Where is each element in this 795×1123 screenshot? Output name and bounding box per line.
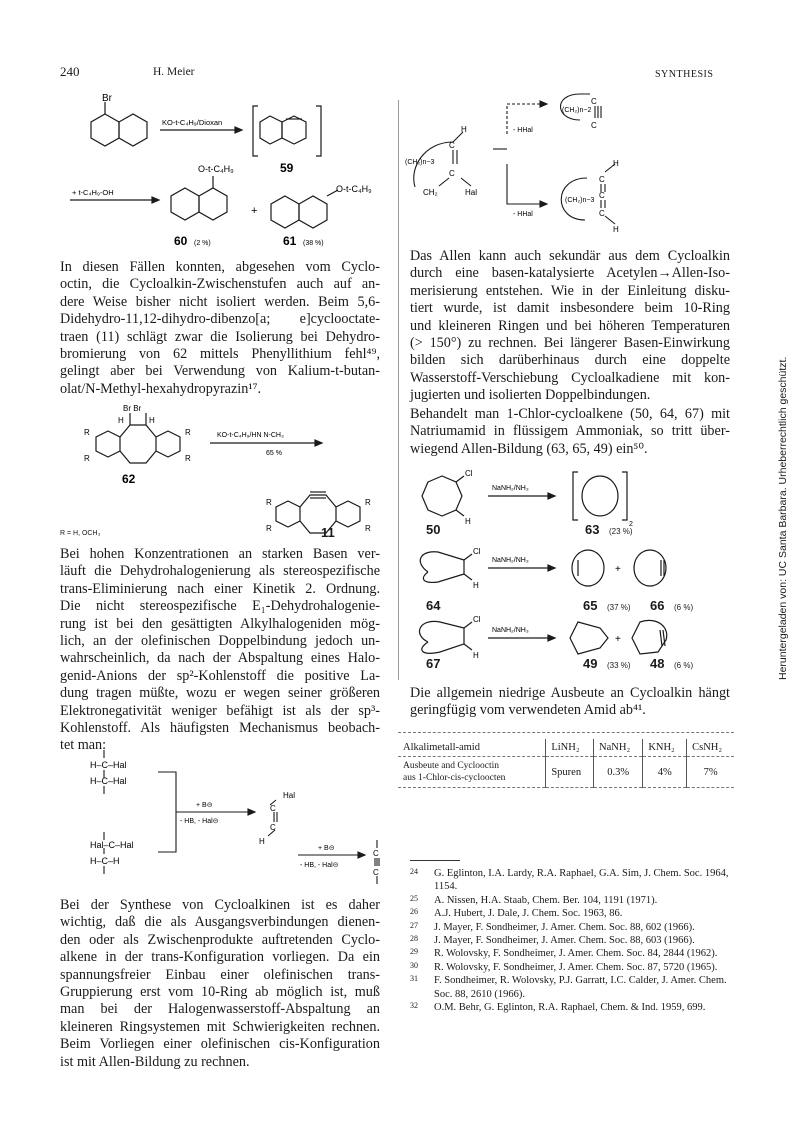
reference-number: 27 <box>410 920 418 930</box>
compound-label: 61 <box>283 234 297 248</box>
r-group: R <box>365 498 371 507</box>
r-definition: R = H, OCH₃ <box>60 530 101 537</box>
compound-label: 48 <box>650 656 665 671</box>
compound-label: 67 <box>426 656 441 671</box>
table-cell: Spuren <box>546 757 594 788</box>
c-atom: C <box>591 121 597 130</box>
text-line: gelingt aber bei Verwendung von Kalium-t-butan- <box>60 363 380 380</box>
text-line: Behandelt man 1-Chlor-cycloalkene (50, 64, 67) mit <box>410 406 730 422</box>
text-line: Elektronegativität weniger befähigt ist als der sp³- <box>60 702 380 719</box>
h-atom: H <box>473 581 479 590</box>
text-line: Kohlenstoff. Als häufigsten Mechanismus beobach- <box>60 720 380 737</box>
br-atom: Br <box>102 93 112 104</box>
r-group: R <box>84 428 90 437</box>
scheme-chlorocycloalkenes <box>408 462 730 672</box>
text-line: olat/N-Methyl-hexahydropyrazin¹⁷. <box>60 380 262 397</box>
h-atom: H <box>613 225 619 234</box>
reference-number: 29 <box>410 947 418 957</box>
compound-label: 49 <box>583 656 598 671</box>
text-line: genid-Anions der sp²-Kohlenstoff die positive La- <box>60 667 380 684</box>
c-atom: C <box>591 97 597 106</box>
reference-number: 28 <box>410 934 418 944</box>
text-line: und kleineren Ringen und bei höheren Temperaturen <box>410 317 730 334</box>
page-number: 240 <box>60 64 80 79</box>
text-line: Beim Vorliegen einer olefinischen cis-Konfiguration <box>60 1036 380 1053</box>
hal-atom: Hal <box>465 188 478 197</box>
formula-fragment: H–C–Hal <box>90 776 127 786</box>
text-line: Bei hohen Konzentrationen an starken Basen ver- <box>60 546 380 562</box>
text-line: wahrscheinlich, da nach der Abspaltung eines Halo- <box>60 650 380 667</box>
text-line: (> 150°) zu rechnen. Bei längerer Basen-Einwirkung <box>410 335 730 352</box>
text-line: dere Weise bisher nicht isoliert werden. Beim 5,6- <box>60 293 380 310</box>
text-line: Wasserstoff-Verschiebung Cycloalkadiene mit kon- <box>410 369 730 386</box>
scheme-cyclic-vinyl-halide <box>405 92 735 234</box>
reagent-label: + t-C₄H₉-OH <box>72 188 114 197</box>
scheme-aryne-addition <box>70 92 400 252</box>
reference-text: G. Eglinton, I.A. Lardy, R.A. Raphael, G.A. Sim, J. Chem. Soc. 1964, 1154. <box>434 868 729 893</box>
compound-label: 65 <box>583 598 598 613</box>
table-header: CsNH₂ <box>687 739 734 757</box>
reference-number: 25 <box>410 893 418 903</box>
r-group: R <box>266 498 272 507</box>
reference-item <box>410 974 730 1001</box>
formula-fragment: Hal–C–Hal <box>90 840 134 850</box>
br-atoms: Br Br <box>123 404 142 413</box>
reagent-label: KO-t-C₄H₉/HN N-CH₃ <box>217 432 284 439</box>
text-line: wichtig, daß die als Ausgangsverbindungen dienen- <box>60 914 380 931</box>
reagent-label: - HB, - Hal⊝ <box>180 818 219 825</box>
reference-text: A.J. Hubert, J. Dale, J. Chem. Soc. 1963, 86. <box>434 908 623 920</box>
text-line: Bei der Synthese von Cycloalkinen ist es daher <box>60 897 380 913</box>
table-header: KNH₂ <box>643 739 687 757</box>
h-atom: H <box>613 159 619 168</box>
c-atom: C <box>449 141 455 150</box>
reagent-label: 65 % <box>266 450 282 457</box>
text-line: Das Allen kann auch sekundär aus dem Cycloalkin <box>410 248 730 264</box>
hal-atom: Hal <box>283 791 296 800</box>
plus-sign: + <box>251 205 258 217</box>
paragraph <box>60 546 380 755</box>
text-line: Gruppierung erst vom 10-Ring ab möglich ist, muß <box>60 984 380 1001</box>
plus-sign: + <box>615 564 621 575</box>
text-line: Die nicht stereospezifische E₁-Dehydrohalogenie- <box>60 598 380 615</box>
c-atom: C <box>599 209 605 218</box>
c-atom: C <box>599 175 605 184</box>
text-line: tiert wurde, ist damit insbesondere beim 10-Ring <box>410 300 730 317</box>
ch2-group: CH₂ <box>423 188 438 197</box>
yield-label: (33 %) <box>607 661 631 670</box>
h-atom: H <box>118 416 124 425</box>
yield-label: (6 %) <box>674 661 694 670</box>
paragraph <box>60 897 380 1071</box>
text-line: durch eine basen-katalysierte Acetylen→Allen-Iso- <box>410 265 730 282</box>
reagent-label: - HHal <box>513 127 533 134</box>
reference-text: O.M. Behr, G. Eglinton, R.A. Raphael, Chem. & Ind. 1959, 699. <box>434 1002 706 1014</box>
text-line: bromierung von 62 mittels Phenyllithium fehl⁴⁹, <box>60 346 380 363</box>
table-cell: 0.3% <box>594 757 643 788</box>
h-atom: H <box>149 416 155 425</box>
paragraph <box>410 248 730 405</box>
c-atom: C <box>373 849 379 858</box>
text-line: kleineren Ringsystemen mit Schwierigkeiten rechnen. <box>60 1018 380 1035</box>
formula-fragment: H–C–Hal <box>90 760 127 770</box>
text-line: jugierten und isolierten Doppelbindungen. <box>410 387 651 404</box>
cl-atom: Cl <box>465 469 473 478</box>
yield-label: (6 %) <box>674 603 694 612</box>
ring-size-label: (CH₂)n−3 <box>565 197 595 204</box>
reference-item <box>410 894 730 907</box>
h-atom: H <box>473 651 479 660</box>
reagent-label: KO-t-C₄H₉/Dioxan <box>162 118 223 127</box>
compound-label: 62 <box>122 472 136 486</box>
substituent-label: O-t-C₄H₉ <box>198 164 234 174</box>
reference-item <box>410 921 730 934</box>
running-author: H. Meier <box>153 66 195 78</box>
paragraph <box>410 406 730 458</box>
reference-text: F. Sondheimer, R. Wolovsky, P.J. Garratt, I.C. Calder, J. Amer. Chem. Soc. 88, 2610 (1966). <box>434 975 727 1000</box>
r-group: R <box>266 524 272 533</box>
h-atom: H <box>465 517 471 526</box>
row-label: Ausbeute and Cyclooctin <box>403 761 500 771</box>
r-group: R <box>84 454 90 463</box>
paragraph <box>410 685 730 720</box>
footnote-rule <box>410 860 460 861</box>
text-line: Didehydro-11,12-dihydro-dibenzo[a; e]cyclooctate- <box>60 311 380 328</box>
table-cell: 4% <box>643 757 687 788</box>
journal-name: SYNTHESIS <box>655 69 714 80</box>
c-atom: C <box>599 191 605 200</box>
reference-text: J. Mayer, F. Sondheimer, J. Amer. Chem. Soc. 88, 603 (1966). <box>434 935 695 947</box>
text-line: alkene in der trans-Konfiguration vorliegen. Da ein <box>60 949 380 966</box>
cl-atom: Cl <box>473 615 481 624</box>
text-line: traen (11) schlägt zwar die Isolierung bei Dehydro- <box>60 328 380 345</box>
amide-table <box>398 732 734 788</box>
paragraph <box>60 259 380 398</box>
compound-label: 66 <box>650 598 665 613</box>
reference-item <box>410 1001 730 1014</box>
scheme-elimination-mechanism <box>88 750 388 890</box>
reference-text: J. Mayer, F. Sondheimer, J. Amer. Chem. Soc. 88, 602 (1966). <box>434 921 695 933</box>
compound-label: 11 <box>321 525 335 540</box>
text-line: In diesen Fällen konnten, abgesehen vom Cyclo- <box>60 259 380 275</box>
text-line: tet man: <box>60 737 107 754</box>
text-line: wiegend Allen-Bildung (63, 65, 49) ein⁵⁰. <box>410 440 648 457</box>
yield-label: (23 %) <box>609 527 633 536</box>
text-line: läuft die Dehydrohalogenierung als stereospezifische <box>60 563 380 580</box>
table-header: NaNH₂ <box>594 739 643 757</box>
compound-label: 59 <box>280 161 294 175</box>
c-atom: C <box>270 804 276 813</box>
reference-item <box>410 947 730 960</box>
compound-label: 64 <box>426 598 441 613</box>
reference-number: 32 <box>410 1001 418 1011</box>
substituent-label: O-t-C₄H₉ <box>336 184 372 194</box>
reagent-label: - HB, - Hal⊝ <box>300 862 339 869</box>
reference-number: 31 <box>410 974 418 984</box>
yield-label: (37 %) <box>607 603 631 612</box>
reagent-label: - HHal <box>513 211 533 218</box>
text-line: bilden sich darüberhinaus durch eine doppelte <box>410 352 730 369</box>
cl-atom: Cl <box>473 547 481 556</box>
text-line: dung tragen müßte, wozu er wegen seiner größeren <box>60 685 380 702</box>
c-atom: C <box>373 868 379 877</box>
row-label: aus 1-Chlor-cis-cycloocten <box>403 773 506 783</box>
reference-item <box>410 934 730 947</box>
text-line: trans-Eliminierung nach einer Kinetik 2. Ordnung. <box>60 580 380 597</box>
text-line: ist mit Allen-Bildung zu rechnen. <box>60 1053 250 1070</box>
subscript: 2 <box>629 521 633 528</box>
table-cell: 7% <box>687 757 734 788</box>
table-header: LiNH₂ <box>546 739 594 757</box>
formula-fragment: H–C–H <box>90 856 120 866</box>
text-line: lich, an der olefinischen Doppelbindung jedoch un- <box>60 633 380 650</box>
c-atom: C <box>449 169 455 178</box>
download-notice: Heruntergeladen von: UC Santa Barbara. Urheberrechtlich geschützt. <box>777 356 789 680</box>
compound-label: 63 <box>585 522 600 537</box>
reference-text: R. Wolovsky, F. Sondheimer, J. Amer. Chem. Soc. 84, 2844 (1962). <box>434 948 718 960</box>
reagent-label: NaNH₂/NH₃ <box>492 627 529 634</box>
reference-item <box>410 907 730 920</box>
reference-item <box>410 867 730 894</box>
text-line: geringfügig vom verwendeten Amid ab⁴¹. <box>410 702 646 719</box>
reference-number: 24 <box>410 867 418 876</box>
reference-number: 26 <box>410 907 418 917</box>
reagent-label: NaNH₂/NH₃ <box>492 557 529 564</box>
reference-number: 30 <box>410 960 418 970</box>
h-atom: H <box>461 125 467 134</box>
reagent-label: NaNH₂/NH₃ <box>492 485 529 492</box>
text-line: den oder als Zwischenprodukte auftretenden Cyclo- <box>60 931 380 948</box>
text-line: merisierung entstehen. Wie in der Einleitung disku- <box>410 282 730 299</box>
reference-list <box>410 867 730 1014</box>
reference-text: A. Nissen, H.A. Staab, Chem. Ber. 104, 1191 (1971). <box>434 894 658 906</box>
text-line: Natriumamid in flüssigem Ammoniak, so tritt über- <box>410 423 730 440</box>
reference-item <box>410 961 730 974</box>
reagent-label: + B⊝ <box>318 845 335 852</box>
table-cell <box>398 757 546 788</box>
table-header: Alkalimetall-amid <box>403 742 480 753</box>
reference-text: R. Wolovsky, F. Sondheimer, J. Amer. Chem. Soc. 87, 5720 (1965). <box>434 961 718 973</box>
ring-size-label: (CH₂)n−3 <box>405 159 435 166</box>
plus-sign: + <box>615 634 621 645</box>
c-atom: C <box>270 823 276 832</box>
text-line: spannungsfreier Einbau einer olefinischen trans- <box>60 966 380 983</box>
r-group: R <box>185 454 191 463</box>
yield-label: (2 %) <box>194 240 211 247</box>
r-group: R <box>365 524 371 533</box>
text-line: Die allgemein niedrige Ausbeute an Cycloalkin hängt <box>410 685 730 701</box>
text-line: man bei der Halogenwasserstoff-Abspaltung an <box>60 1001 380 1018</box>
yield-label: (38 %) <box>303 240 324 247</box>
scheme-dehydrobromination <box>70 395 390 545</box>
r-group: R <box>185 428 191 437</box>
ring-size-label: (CH₂)n−2 <box>562 107 592 114</box>
reagent-label: + B⊝ <box>196 802 213 809</box>
compound-label: 50 <box>426 522 441 537</box>
compound-label: 60 <box>174 234 188 248</box>
h-atom: H <box>259 837 265 846</box>
text-line: rung ist bei den gesättigten Alkylhalogeniden mög- <box>60 615 380 632</box>
text-line: octin, die Cycloalkin-Zwischenstufen auch auf an- <box>60 276 380 293</box>
